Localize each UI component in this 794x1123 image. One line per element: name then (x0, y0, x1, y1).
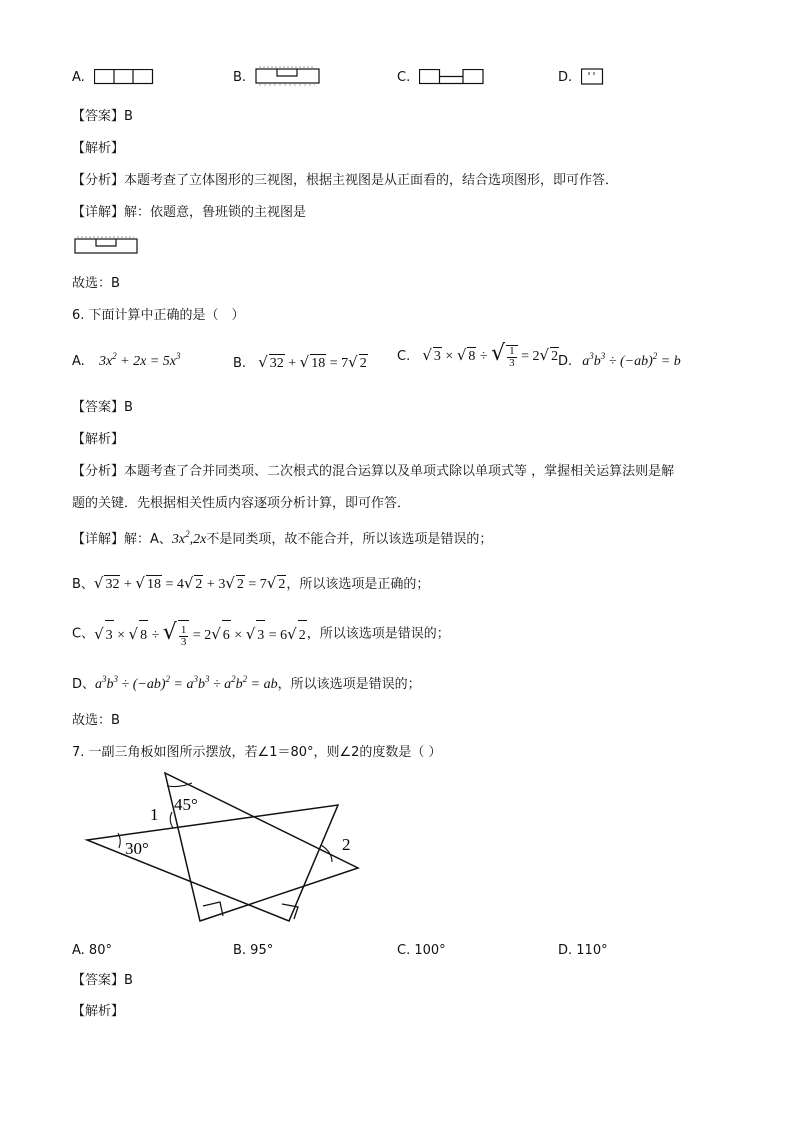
q6-detail-b-suffix: ，所以该选项是正确的； (286, 577, 430, 592)
q6-option-d-expr: $a^3b^3 \div (-ab)^2 = b$ (582, 351, 681, 369)
q6-option-a-expr: $3x^2 + 2x = 5x^3$ (98, 351, 181, 369)
q6-answer: 【答案】B (72, 400, 133, 415)
q6-detail-b-expr: √ 32 + √ 18 = 4√ 2 + 3√ 2 = 7√ 2 (93, 574, 286, 592)
q6-detail-a-suffix: 不是同类项，故不能合并，所以该选项是错误的； (206, 532, 493, 547)
q5-option-c (397, 69, 410, 87)
q5-option-c-view-icon (419, 69, 485, 85)
q6-detail-d-prefix: D、 (72, 677, 96, 692)
q7-label-2: 2 (342, 835, 351, 854)
q6-option-b-label: B. (233, 356, 247, 371)
q6-option-a (72, 353, 181, 371)
q6-fenxi-line1: 【分析】本题考查了合并同类项、二次根式的混合运算以及单项式除以单项式等 ，掌握相关运算法则是解 (72, 464, 675, 479)
q5-option-a (72, 69, 85, 87)
q6-option-d-label: D. (558, 354, 573, 369)
q7-arc-angle-1 (170, 812, 173, 828)
q6-question: 6. 下面计算中正确的是（ ） (72, 308, 245, 323)
q6-detail-b-prefix: B、 (72, 577, 94, 592)
q6-option-c (397, 341, 559, 369)
q6-option-d (558, 353, 681, 371)
q6-detail-d-suffix: ，所以该选项是错误的； (277, 677, 421, 692)
q7-arc-45 (167, 783, 192, 787)
q6-detail-a (72, 531, 492, 549)
q6-option-c-expr: √ 3 × √ 8 ÷ √ $\frac{1}{3}$ = 2√ 2 (422, 341, 559, 369)
q5-analysis-label: 【解析】 (72, 141, 125, 156)
q5-xiangjie: 【详解】解：依题意，鲁班锁的主视图是 (72, 205, 307, 220)
q5-option-a-view-icon (94, 69, 154, 85)
q5-choice: 故选：B (72, 276, 120, 291)
q5-option-a-label: A. (72, 70, 85, 85)
q6-option-a-label: A. (72, 354, 85, 369)
q7-option-c: C. 100° (397, 943, 446, 958)
q6-detail-c-suffix: ，所以该选项是错误的； (306, 626, 450, 642)
q7-label-45: 45° (174, 795, 198, 814)
q5-option-c-label: C. (397, 70, 411, 85)
q5-answer: 【答案】B (72, 109, 133, 124)
q5-option-b (233, 69, 246, 87)
q5-option-d-label: D. (558, 70, 573, 85)
q5-fenxi: 【分析】本题考查了立体图形的三视图，根据主视图是从正面看的，结合选项图形，即可作答． (72, 173, 619, 188)
q6-detail-c-prefix: C、 (72, 626, 95, 642)
q6-detail-b (72, 574, 429, 594)
q6-detail-c-expr: √ 3 × √ 8 ÷ √ $\frac{1}{3}$ = 2√ 6 × √ 3 = 6√ 2 (94, 628, 307, 643)
q7-label-30: 30° (125, 839, 149, 858)
q6-detail-a-prefix: 【详解】解：A、 (72, 532, 172, 547)
q6-detail-c (72, 618, 450, 651)
q6-choice: 故选：B (72, 713, 120, 728)
q7-answer: 【答案】B (72, 973, 133, 988)
q6-detail-d-expr: $a^3b^3 \div (-ab)^2 = a^3b^3 \div a^2b^2$ = ab (95, 674, 278, 692)
q7-option-d: D. 110° (558, 943, 608, 958)
q6-analysis-label: 【解析】 (72, 432, 125, 447)
q6-fenxi-line2: 题的关键．先根据相关性质内容逐项分析计算，即可作答． (72, 496, 411, 511)
q7-label-1: 1 (150, 805, 159, 824)
q7-analysis-label: 【解析】 (72, 1004, 125, 1019)
q6-option-b-expr: √ 32 + √ 18 = 7√ 2 (258, 353, 367, 371)
q5-option-b-label: B. (233, 70, 247, 85)
q6-option-c-label: C. (397, 349, 411, 364)
q5-option-d-view-icon (581, 68, 605, 86)
q7-option-a: A. 80° (72, 943, 112, 958)
q6-detail-d (72, 676, 421, 694)
q7-arc-angle-2 (321, 845, 332, 862)
q5-option-d (558, 69, 572, 87)
q5-solution-view-figure (74, 236, 140, 256)
q6-option-b (233, 353, 368, 373)
q7-option-b: B. 95° (233, 943, 274, 958)
q7-triangles-figure (80, 770, 370, 930)
q7-question: 7. 一副三角板如图所示摆放，若∠1＝80°，则∠2的度数是（ ） (72, 745, 442, 760)
q6-detail-a-expr: $3x^2,2x$ (171, 529, 207, 547)
q5-option-b-view-icon (255, 66, 321, 86)
